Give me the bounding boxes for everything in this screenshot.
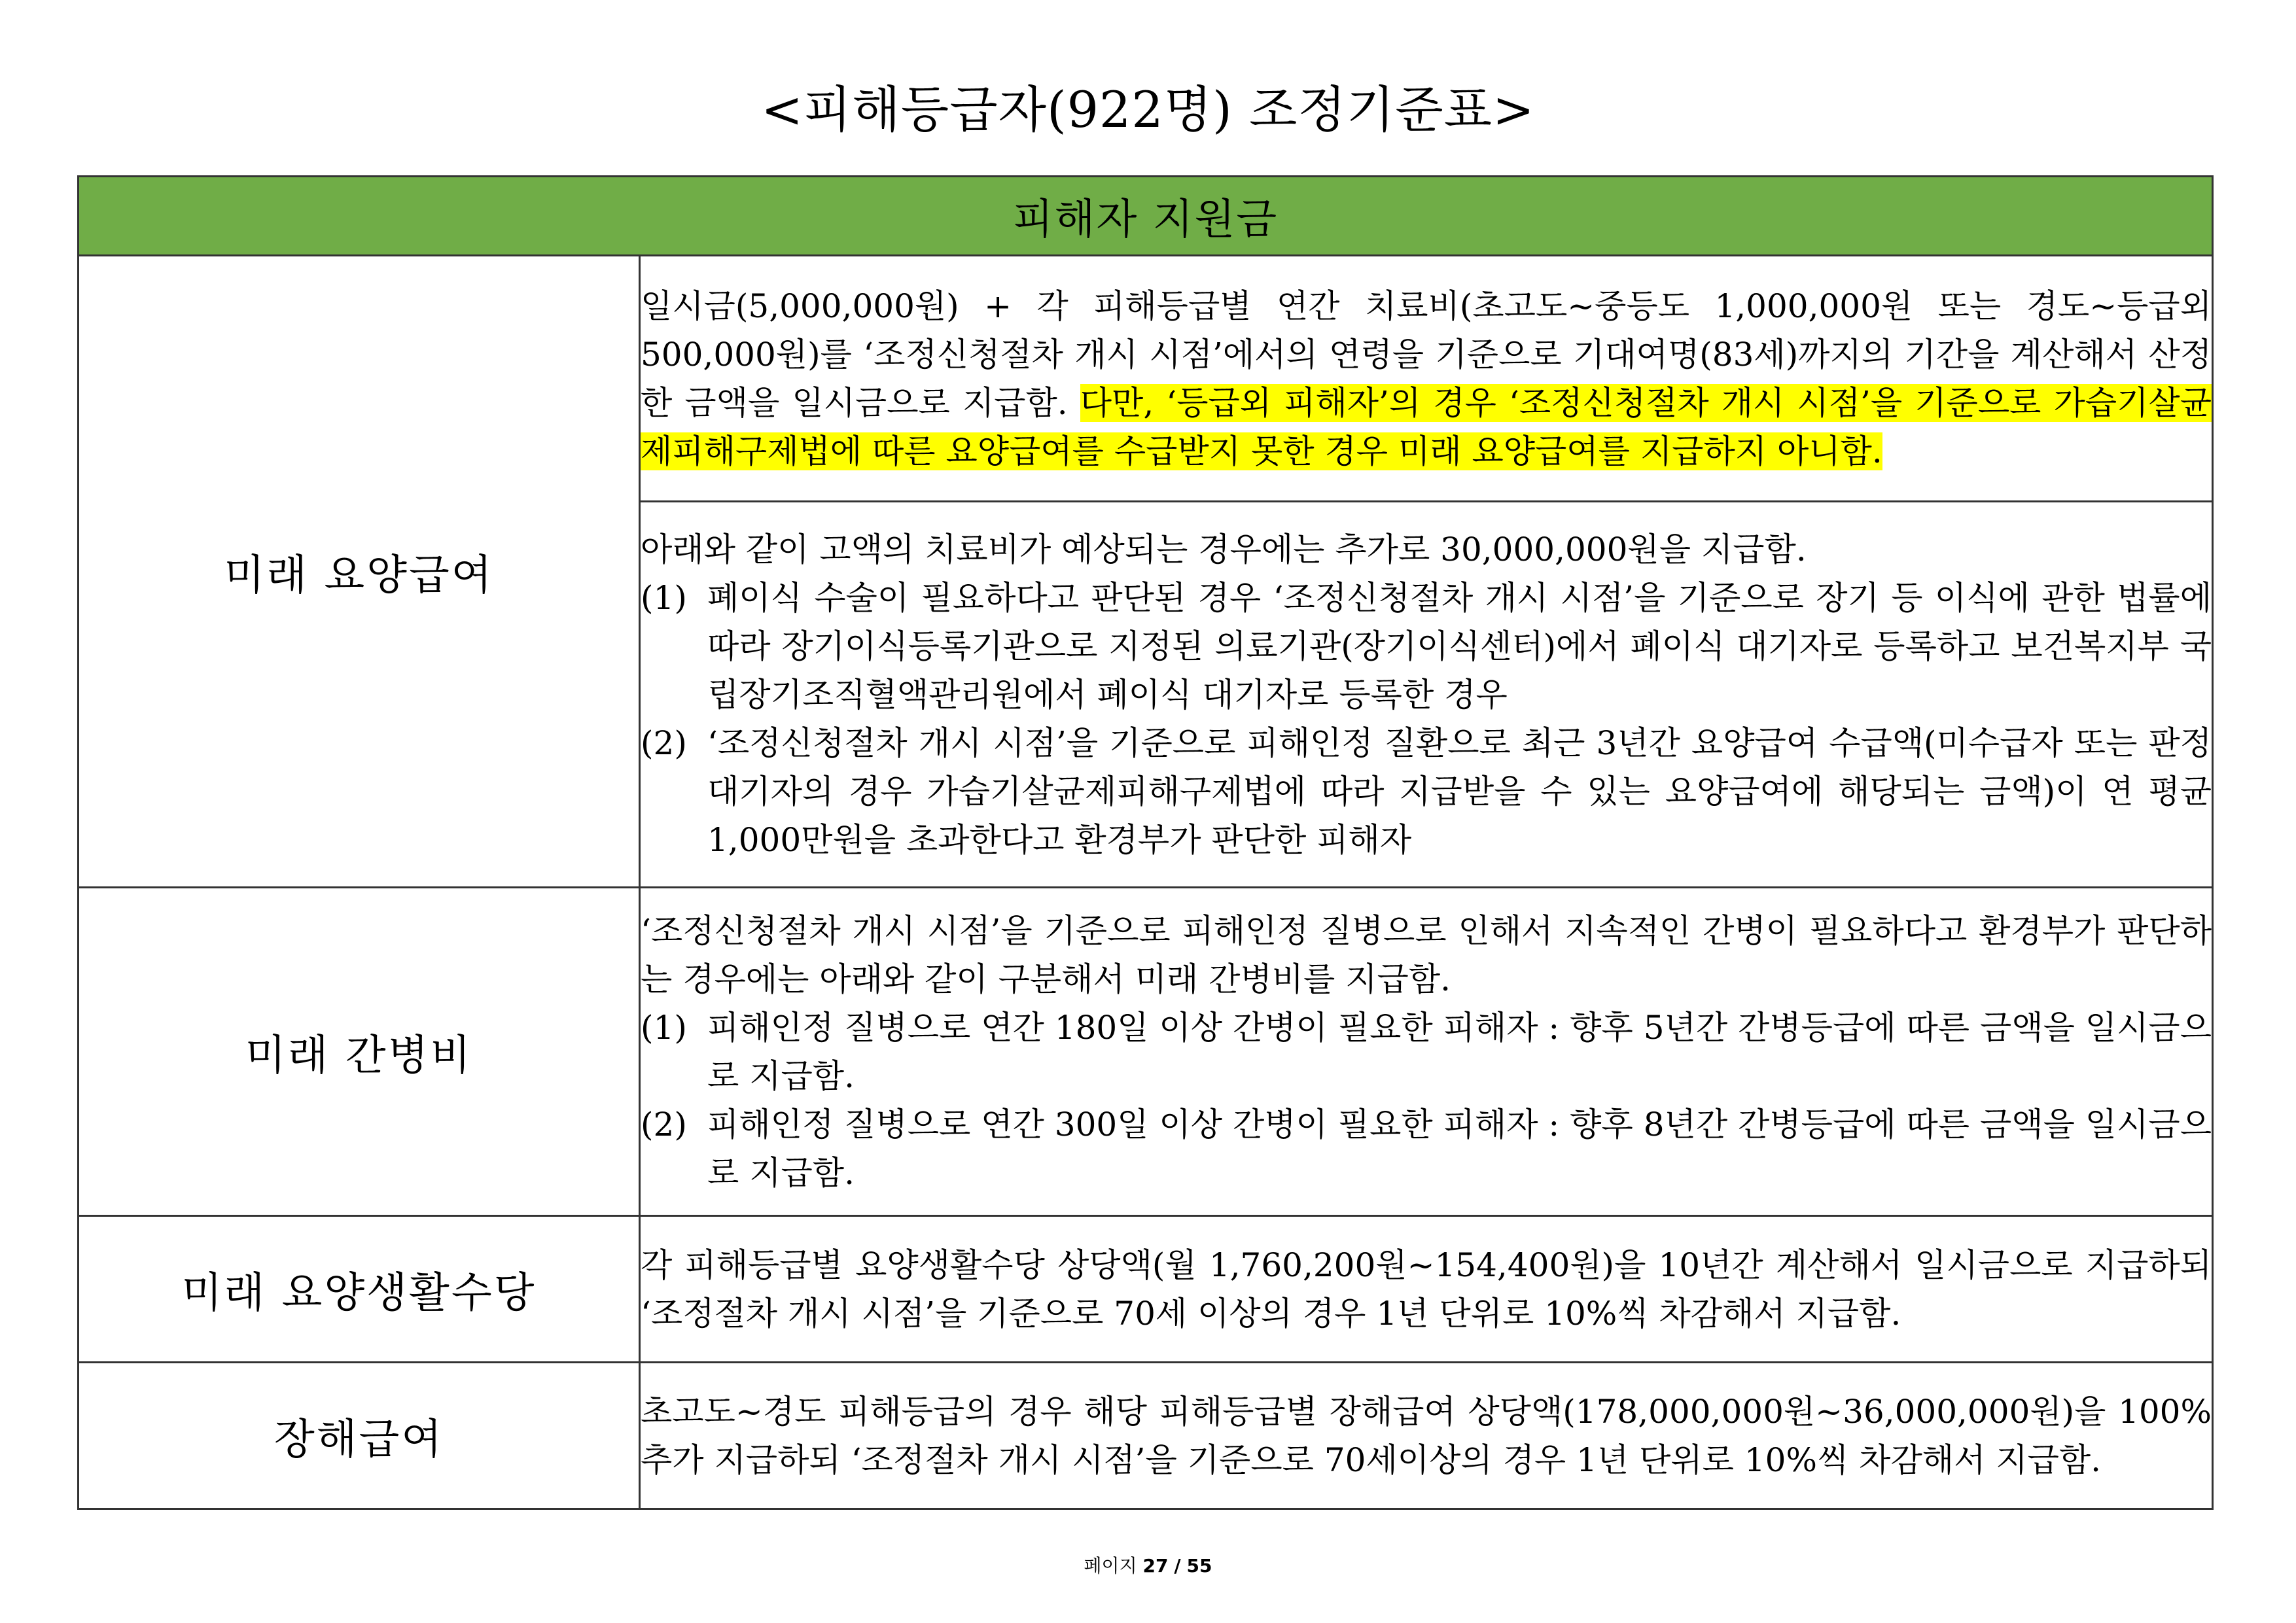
highlighted-exception-text: 다만, ‘등급외 피해자’의 경우 ‘조정신청절차 개시 시점’을 기준으로 가습기살균제피해구제법에 따른 요양급여를 수급받지 못한 경우 미래 요양급여를 지급하지 아니함.	[641, 383, 2212, 470]
disability-content	[640, 1363, 2213, 1509]
page-footer	[0, 1552, 2296, 1578]
list-item	[641, 719, 2212, 864]
list-item	[641, 1003, 2212, 1100]
future-living-content	[640, 1216, 2213, 1363]
disability-text: 초고도~경도 피해등급의 경우 해당 피해등급별 장해급여 상당액(178,000,000원~36,000,000원)을 100% 추가 지급하되 ‘조정절차 개시 시점’을 기준으로 70세이상의 경우 1년 단위로 10%씩 차감해서 지급함.	[641, 1392, 2212, 1479]
future-medical-text: 일시금(5,000,000원) + 각 피해등급별 연간 치료비(초고도~중등도 1,000,000원 또는 경도~등급외 500,000원)를 ‘조정신청절차 개시 시점’에서의 연령을 기준으로 기대여명(83세)까지의 기간을 계산해서 산정한 금액을 일시금으로 지급함.	[641, 287, 2212, 422]
row-label-disability: 장해급여	[79, 1363, 640, 1509]
future-medical-block-2	[640, 502, 2213, 888]
item-number: (2)	[641, 1105, 687, 1143]
item-number: (2)	[641, 724, 687, 762]
page-label: 페이지	[1084, 1555, 1137, 1577]
list-item	[641, 574, 2212, 719]
page-separator: /	[1174, 1555, 1181, 1577]
total-pages: 55	[1186, 1555, 1212, 1577]
item-text: 폐이식 수술이 필요하다고 판단된 경우 ‘조정신청절차 개시 시점’을 기준으로 장기 등 이식에 관한 법률에 따라 장기이식등록기관으로 지정된 의료기관(장기이식센터)에서 폐이식 대기자로 등록하고 보건복지부 국립장기조직혈액관리원에서 폐이식 대기자로 등록한 경우	[707, 578, 2212, 714]
page-title: <피해등급자(922명) 조정기준표>	[761, 80, 1535, 139]
list-item	[641, 1100, 2212, 1197]
row-label-future-living: 미래 요양생활수당	[79, 1216, 640, 1363]
item-text: 피해인정 질병으로 연간 300일 이상 간병이 필요한 피해자 : 향후 8년간 간병등급에 따른 금액을 일시금으로 지급함.	[707, 1105, 2212, 1192]
adjustment-standard-table	[77, 175, 2214, 1510]
current-page: 27	[1142, 1555, 1169, 1577]
row-label-future-medical: 미래 요양급여	[79, 256, 640, 888]
item-number: (1)	[641, 1008, 687, 1047]
table-header: 피해자 지원금	[79, 177, 2213, 256]
future-living-text: 각 피해등급별 요양생활수당 상당액(월 1,760,200원~154,400원)을 10년간 계산해서 일시금으로 지급하되 ‘조정절차 개시 시점’을 기준으로 70세 이상의 경우 1년 단위로 10%씩 차감해서 지급함.	[641, 1246, 2212, 1333]
item-text: ‘조정신청절차 개시 시점’을 기준으로 피해인정 질환으로 최근 3년간 요양급여 수급액(미수급자 또는 판정대기자의 경우 가습기살균제피해구제법에 따라 지급받을 수 있는 요양급여에 해당되는 금액)이 연 평균 1,000만원을 초과한다고 환경부가 판단한 피해자	[707, 724, 2212, 859]
item-number: (1)	[641, 578, 687, 617]
future-medical-intro: 아래와 같이 고액의 치료비가 예상되는 경우에는 추가로 30,000,000원을 지급함.	[641, 530, 1807, 568]
row-label-future-nursing: 미래 간병비	[79, 888, 640, 1216]
future-medical-block-1	[640, 256, 2213, 502]
item-text: 피해인정 질병으로 연간 180일 이상 간병이 필요한 피해자 : 향후 5년간 간병등급에 따른 금액을 일시금으로 지급함.	[707, 1008, 2212, 1095]
future-nursing-intro: ‘조정신청절차 개시 시점’을 기준으로 피해인정 질병으로 인해서 지속적인 간병이 필요하다고 환경부가 판단하는 경우에는 아래와 같이 구분해서 미래 간병비를 지급함.	[641, 911, 2212, 998]
future-nursing-content	[640, 888, 2213, 1216]
